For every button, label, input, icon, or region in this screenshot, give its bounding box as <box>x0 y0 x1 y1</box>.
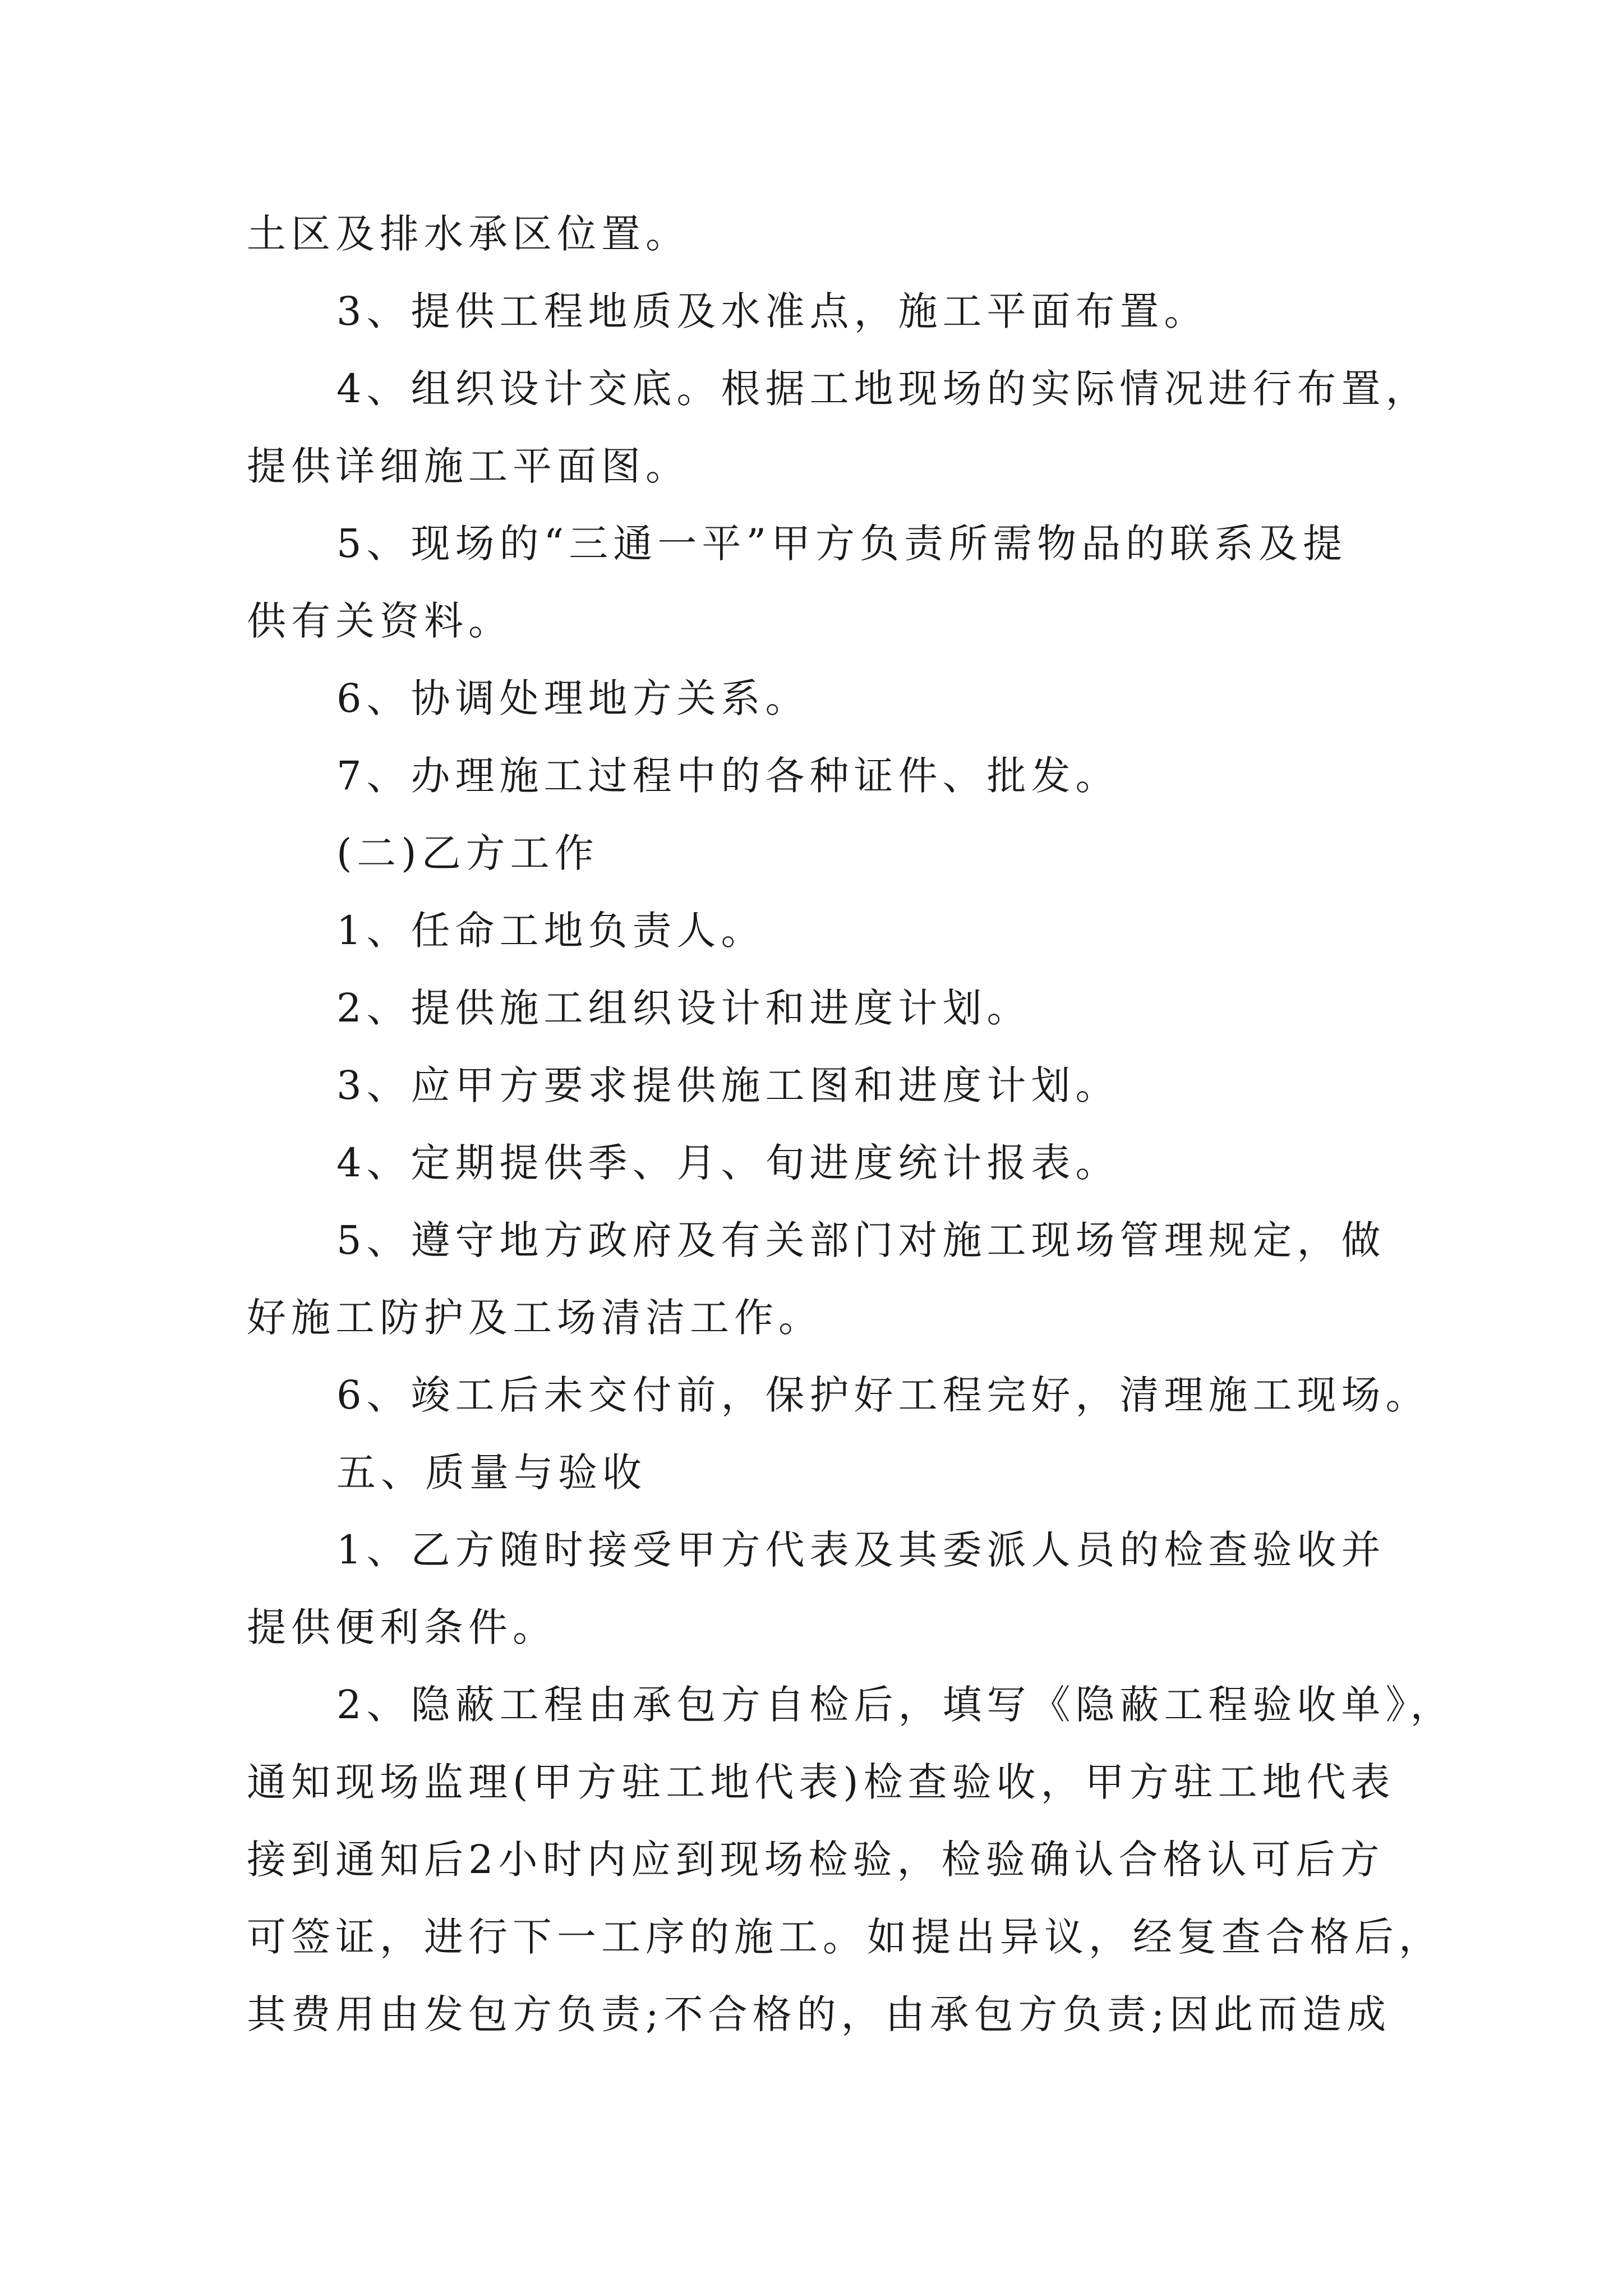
text-line: 提供详细施工平面图。 <box>247 443 690 489</box>
text-line: 通知现场监理(甲方驻工地代表)检查验收，甲方驻工地代表 <box>247 1759 1395 1805</box>
text-line: 5、现场的“三通一平”甲方负责所需物品的联系及提 <box>336 521 1348 567</box>
text-line: 1、任命工地负责人。 <box>336 908 766 954</box>
text-line: 可签证，进行下一工序的施工。如提出异议，经复查合格后， <box>247 1914 1443 1960</box>
text-line: 其费用由发包方负责;不合格的，由承包方负责;因此而造成 <box>247 1991 1391 2037</box>
section-heading: (二)乙方工作 <box>336 830 599 876</box>
text-line: 接到通知后2小时内应到现场检验，检验确认合格认可后方 <box>247 1837 1385 1883</box>
text-line: 好施工防护及工场清洁工作。 <box>247 1295 823 1341</box>
text-line: 5、遵守地方政府及有关部门对施工现场管理规定，做 <box>336 1217 1386 1263</box>
text-line: 3、应甲方要求提供施工图和进度计划。 <box>336 1062 1120 1108</box>
text-line: 提供便利条件。 <box>247 1604 557 1650</box>
text-line: 土区及排水承区位置。 <box>247 211 690 257</box>
text-line: 6、竣工后未交付前，保护好工程完好，清理施工现场。 <box>336 1372 1430 1418</box>
text-line: 2、提供施工组织设计和进度计划。 <box>336 985 1031 1031</box>
text-line: 3、提供工程地质及水准点，施工平面布置。 <box>336 288 1209 334</box>
text-line: 1、乙方随时接受甲方代表及其委派人员的检查验收并 <box>336 1527 1386 1573</box>
text-line: 4、定期提供季、月、旬进度统计报表。 <box>336 1140 1120 1186</box>
section-heading: 五、质量与验收 <box>336 1450 647 1496</box>
text-line: 7、办理施工过程中的各种证件、批发。 <box>336 753 1120 799</box>
text-line: 供有关资料。 <box>247 598 513 644</box>
document-body <box>247 195 1455 2053</box>
text-line: 2、隐蔽工程由承包方自检后，填写《隐蔽工程验收单》， <box>336 1682 1455 1728</box>
text-line: 6、协调处理地方关系。 <box>336 675 810 721</box>
text-line: 4、组织设计交底。根据工地现场的实际情况进行布置， <box>336 366 1430 412</box>
